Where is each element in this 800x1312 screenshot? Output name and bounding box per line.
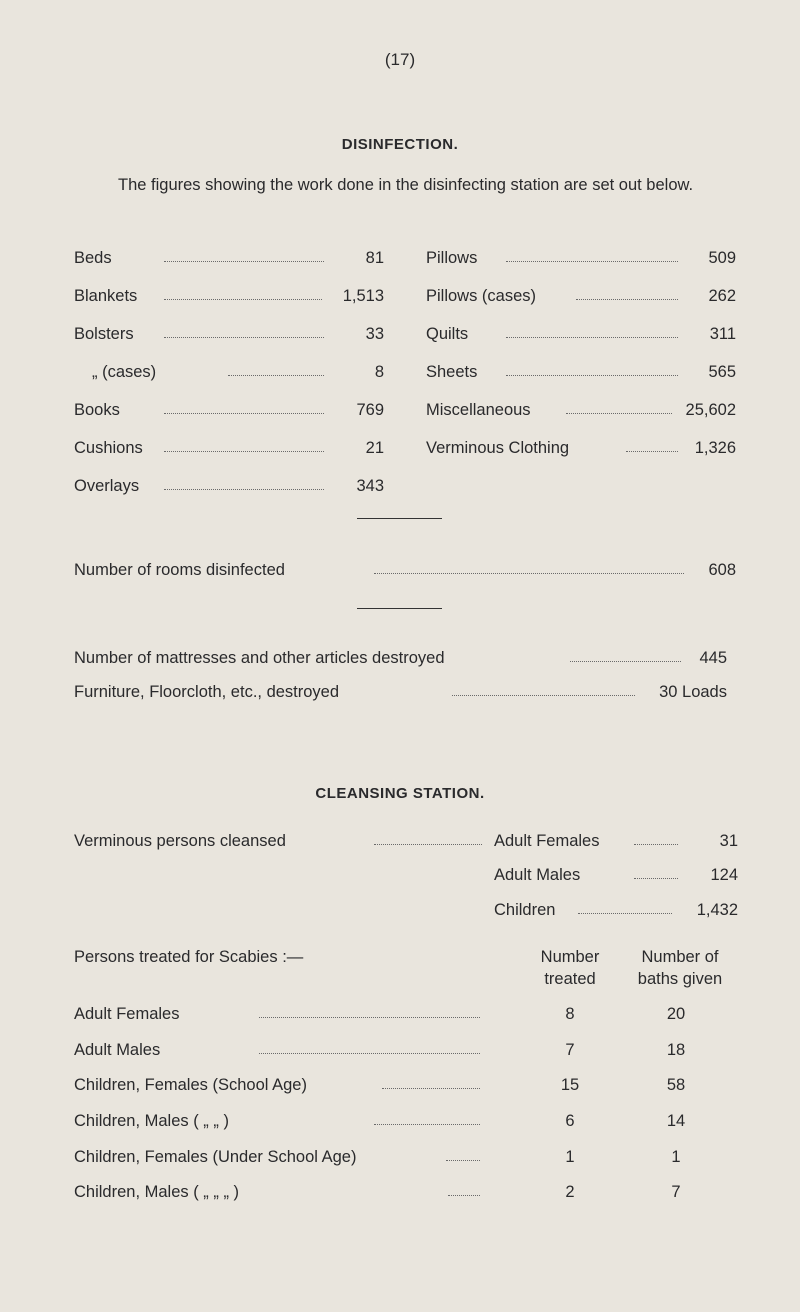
document-page: (17) DISINFECTION. The figures showing the work done in the disinfecting station are set out below. Beds 81 Blankets 1,513 Bolsters 33 „ (cases) 8 Books 769 Cushions 21 Overlays 343 Pillows 509 Pillows (cases) 262 Quilts 311 Sheets 565 Miscellaneous 25,602 Verminous Clothing 1,326 Number of rooms disinfected 608 Number of mattresses and other articles destroyed 445 Furniture, Floorcloth, etc., destroyed 30 Loads CLEANSING STATION. Verminous persons cleansed Adult Females 31 Adult Males 124 Children 1,432 Persons treated for Scabies :— Number treated Number of baths given Adult Females 8 20 Adult Males 7 18 Children, Females (School Age) 15 58 Children, Males ( „ „ ) 6 14 Children, Females (Under School Age) 1 1 Children, Males ( „ „ „ ) 2 7 xyxy=(0,0,800,1312)
intro-paragraph: The figures showing the work done in the disinfecting station are set out below. xyxy=(118,176,694,194)
divider xyxy=(357,608,442,609)
page-number: (17) xyxy=(384,50,416,69)
col-header-treated: Number treated xyxy=(540,948,600,988)
cleansing-heading: CLEANSING STATION. xyxy=(315,785,485,802)
disinfection-heading: DISINFECTION. xyxy=(341,136,459,153)
col-header-baths: Number of baths given xyxy=(637,948,723,988)
scabies-label: Persons treated for Scabies :— xyxy=(74,948,304,966)
divider xyxy=(357,518,442,519)
